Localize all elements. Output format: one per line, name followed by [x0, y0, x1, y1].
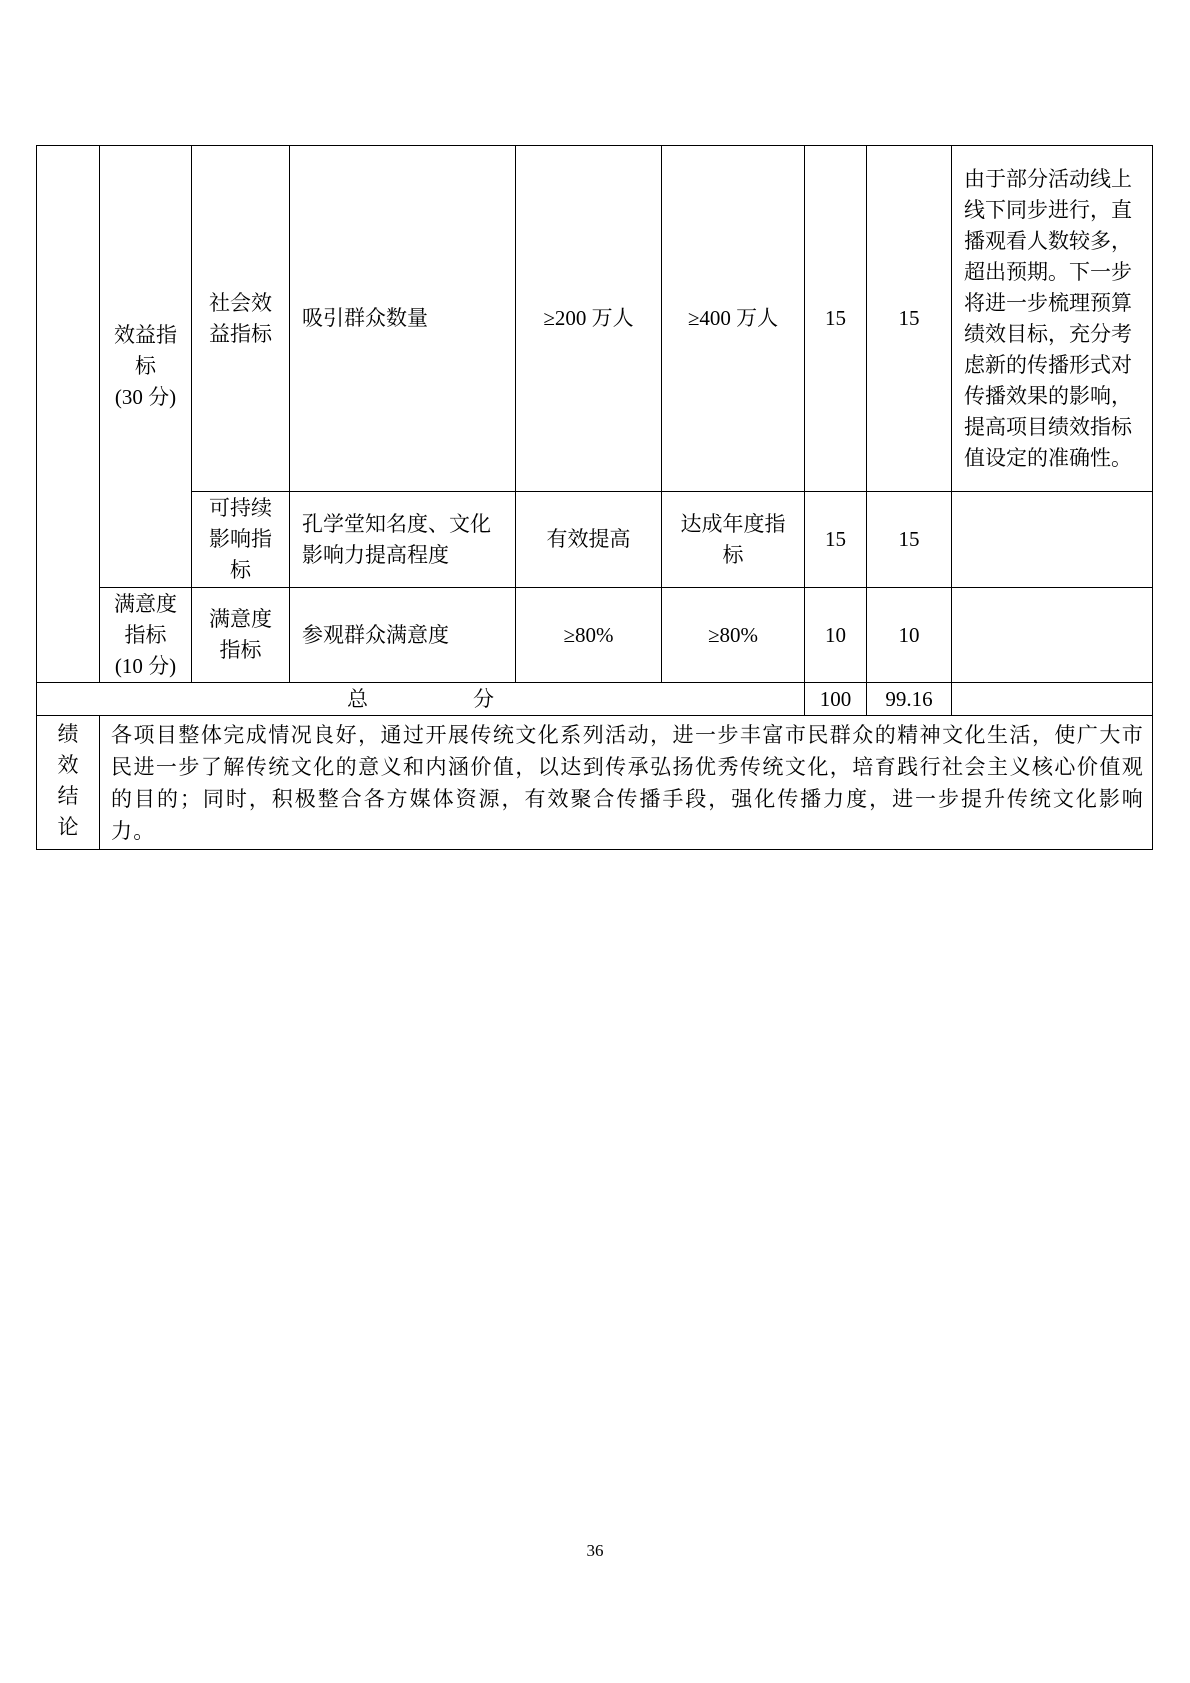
satisfaction-score: 10	[867, 588, 952, 683]
social-target: ≥200 万人	[516, 146, 662, 492]
satisfaction-sub-indicator: 满意度指标	[192, 588, 290, 683]
social-sub-indicator: 社会效益指标	[192, 146, 290, 492]
social-score: 15	[867, 146, 952, 492]
continued-category-cell	[37, 146, 100, 683]
total-label: 总 分	[37, 683, 805, 716]
benefit-category-score: (30 分)	[114, 385, 177, 409]
sustain-indicator: 孔学堂知名度、文化影响力提高程度	[290, 492, 516, 588]
conclusion-text: 各项目整体完成情况良好，通过开展传统文化系列活动，进一步丰富市民群众的精神文化生活，使广大市民进一步了解传统文化的意义和内涵价值，以达到传承弘扬优秀传统文化，培育践行社会主义核心价值观的目的；同时，积极整合各方媒体资源，有效聚合传播手段，强化传播力度，进一步提升传统文化影响力。	[100, 716, 1153, 850]
conclusion-label: 绩效结论	[37, 716, 100, 850]
satisfaction-category-cell	[100, 588, 192, 683]
social-actual: ≥400 万人	[662, 146, 805, 492]
table-row-satisfaction	[37, 588, 1153, 683]
social-weight: 15	[805, 146, 867, 492]
benefit-category-label: 效益指标	[114, 323, 177, 378]
satisfaction-weight: 10	[805, 588, 867, 683]
satisfaction-target: ≥80%	[516, 588, 662, 683]
satisfaction-note	[952, 588, 1153, 683]
page-number: 36	[586, 1541, 604, 1560]
satisfaction-indicator: 参观群众满意度	[290, 588, 516, 683]
table-row-social-benefit	[37, 146, 1153, 492]
table-row-sustainable-impact	[37, 492, 1153, 588]
benefit-category-cell	[100, 146, 192, 588]
sustain-note	[952, 492, 1153, 588]
sustain-score: 15	[867, 492, 952, 588]
sustain-target: 有效提高	[516, 492, 662, 588]
social-indicator: 吸引群众数量	[290, 146, 516, 492]
sustain-weight: 15	[805, 492, 867, 588]
table-row-conclusion	[37, 716, 1153, 850]
sustain-actual: 达成年度指标	[662, 492, 805, 588]
social-note: 由于部分活动线上线下同步进行，直播观看人数较多，超出预期。下一步将进一步梳理预算绩效目标，充分考虑新的传播形式对传播效果的影响，提高项目绩效指标值设定的准确性。	[952, 146, 1153, 492]
total-note	[952, 683, 1153, 716]
satisfaction-category-score: (10 分)	[114, 653, 177, 678]
sustain-sub-indicator: 可持续影响指标	[192, 492, 290, 588]
performance-table	[36, 145, 1153, 850]
total-score: 99.16	[867, 683, 952, 716]
satisfaction-category-label: 满意度指标	[114, 591, 177, 647]
total-weight: 100	[805, 683, 867, 716]
table-row-total	[37, 683, 1153, 716]
satisfaction-actual: ≥80%	[662, 588, 805, 683]
